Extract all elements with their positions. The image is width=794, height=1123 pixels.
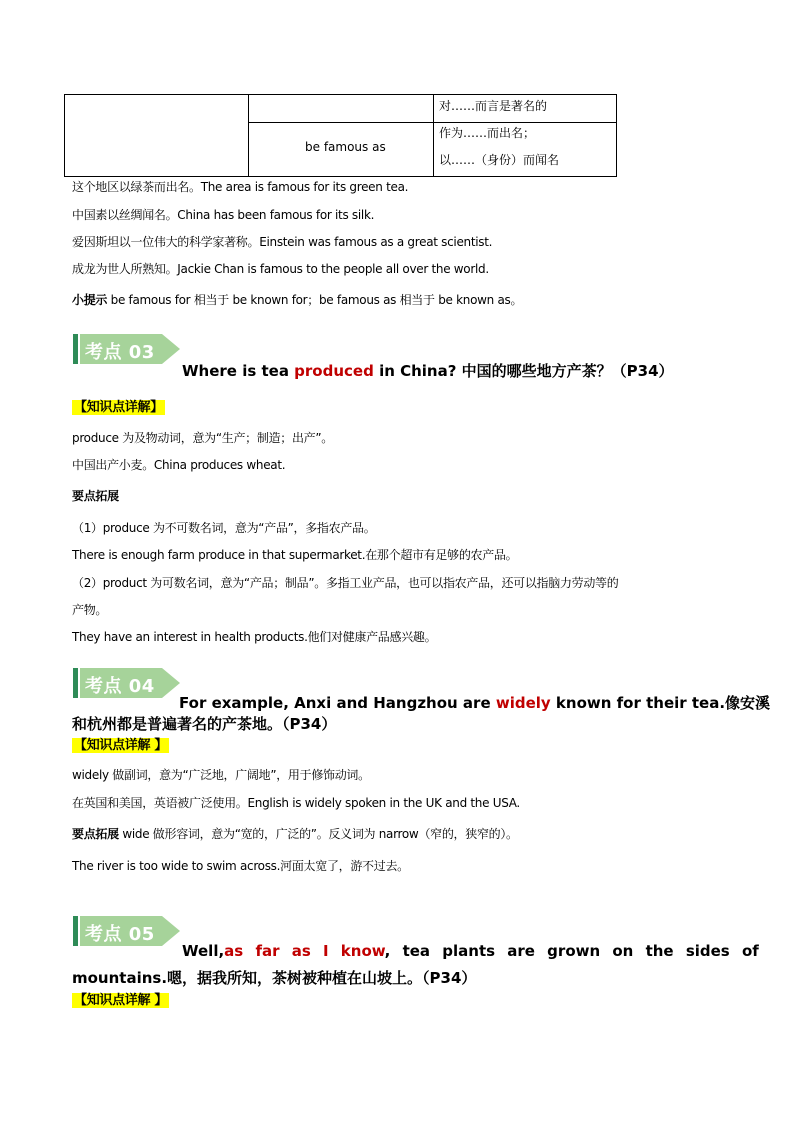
kaodian-05-badge: 考点 05 <box>73 916 181 946</box>
example-line: 中国素以丝绸闻名。China has been famous for its silk. <box>72 208 375 222</box>
kaodian-03-badge: 考点 03 <box>73 334 181 364</box>
detail-line: produce 为及物动词，意为“生产；制造；出产”。 <box>72 431 333 445</box>
detail-line: 在英国和美国，英语被广泛使用。English is widely spoken in the UK and the USA. <box>72 796 520 810</box>
detail-label: 【知识点详解】 <box>74 400 163 415</box>
section05-heading: Well,as far as I know, tea plants are grown on the sides of <box>182 942 759 960</box>
extend-line: （2）product 为可数名词，意为“产品；制品”。多指工业产品，也可以指农产品，还可以指脑力劳动等的 <box>72 576 619 590</box>
section04-heading-line2: 和杭州都是普遍著名的产茶地。（P34） <box>72 715 337 733</box>
tip-label: 小提示 <box>72 293 108 307</box>
extend-line: 要点拓展 wide 做形容词，意为“宽的，广泛的”。反义词为 narrow（窄的，狭窄的）。 <box>72 827 518 841</box>
extend-line: 产物。 <box>72 603 108 617</box>
table-cell: 作为……而出名； <box>439 126 536 140</box>
famous-table <box>64 94 617 177</box>
table-cell: 对……而言是著名的 <box>439 99 548 113</box>
extend-line: They have an interest in health products.他们对健康产品感兴趣。 <box>72 630 437 644</box>
example-line: The river is too wide to swim across.河面太宽了，游不过去。 <box>72 859 409 873</box>
section04-heading: For example, Anxi and Hangzhou are widely known for their tea.像安溪 <box>179 694 771 712</box>
detail-line: widely 做副词，意为“广泛地，广阔地”，用于修饰动词。 <box>72 768 370 782</box>
extend-line: There is enough farm produce in that supermarket.在那个超市有足够的农产品。 <box>72 548 518 562</box>
example-line: 爱因斯坦以一位伟大的科学家著称。Einstein was famous as a great scientist. <box>72 235 493 249</box>
table-divider <box>248 95 249 176</box>
kaodian-04-badge: 考点 04 <box>73 668 181 698</box>
example-line: 成龙为世人所熟知。Jackie Chan is famous to the people all over the world. <box>72 262 489 276</box>
detail-line: 中国出产小麦。China produces wheat. <box>72 458 286 472</box>
table-divider <box>433 95 434 176</box>
extend-label: 要点拓展 <box>72 489 119 503</box>
detail-label: 【知识点详解 】 <box>74 738 168 753</box>
section03-heading: Where is tea produced in China? 中国的哪些地方产茶？（P34） <box>182 362 674 380</box>
table-cell: be famous as <box>305 140 386 154</box>
detail-label: 【知识点详解 】 <box>74 993 168 1008</box>
tip-text: be famous for 相当于 be known for；be famous as 相当于 be known as。 <box>107 293 523 307</box>
table-cell: 以……（身份）而闻名 <box>439 153 560 167</box>
tip-line <box>72 292 522 308</box>
example-line: 这个地区以绿茶而出名。The area is famous for its green tea. <box>72 180 409 194</box>
table-row-divider <box>248 122 616 123</box>
extend-line: （1）produce 为不可数名词，意为“产品”，多指农产品。 <box>72 521 376 535</box>
section05-heading-line2: mountains.嗯，据我所知，茶树被种植在山坡上。（P34） <box>72 969 477 987</box>
